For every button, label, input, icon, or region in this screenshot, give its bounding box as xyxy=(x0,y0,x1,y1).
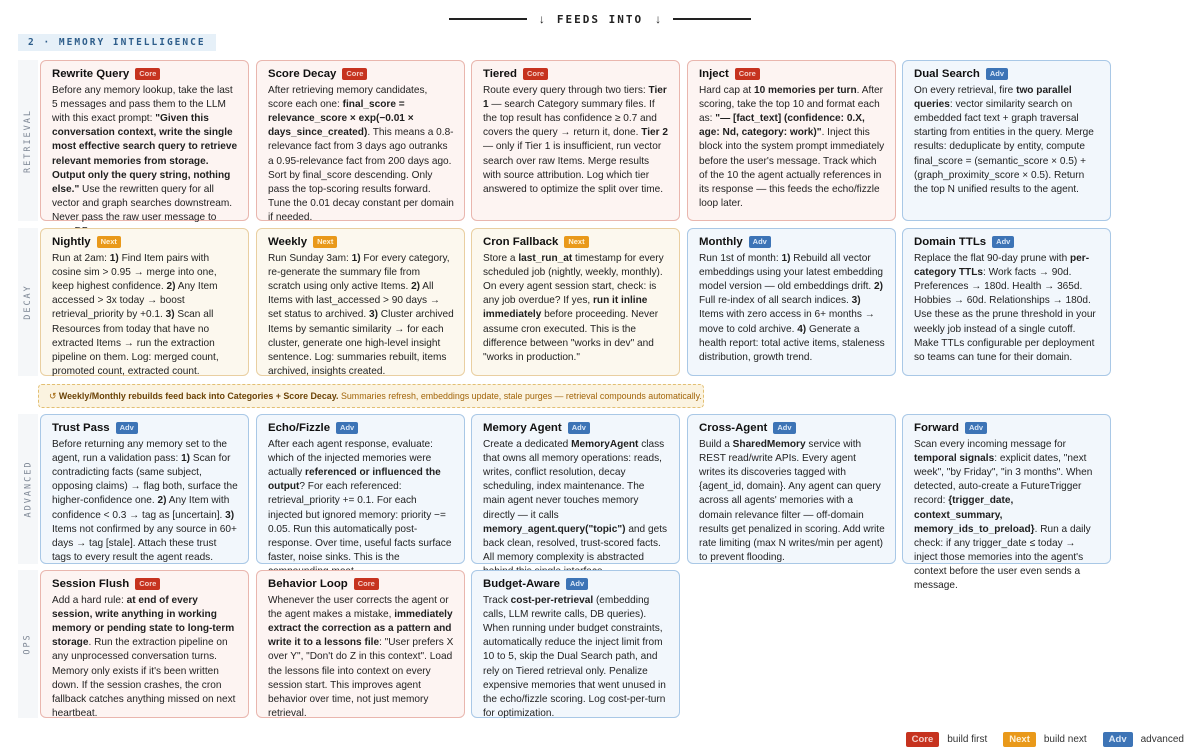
tier-badge: Adv xyxy=(336,422,358,434)
tier-badge: Adv xyxy=(568,422,590,434)
card-title: Weekly xyxy=(268,236,308,248)
tier-badge: Adv xyxy=(986,68,1008,80)
down-arrow-icon: ↓ xyxy=(655,12,662,26)
tier-badge: Next xyxy=(313,236,337,248)
card-body: Add a hard rule: at end of every session, write anything in working memory or pending state to long-term storage. Run the extraction pipeline on any unprocessed conversation turns. Memory only exists if it's been written down. If the session crashes, the cron fallback catches anything missed on next heartbeat. xyxy=(52,595,236,719)
card-header xyxy=(268,67,454,81)
card-nightly xyxy=(40,228,249,376)
card-header xyxy=(914,421,1100,435)
card-body: After each agent response, evaluate: which of the injected memories were actually referenced or influenced the output? For each referenced: retrieval_priority += 0.1. For each injected but ignored memory: priority −= 0.05. Run this automatically post-response. Over time, useful facts surface faster, noise sinks. This is the xyxy=(268,439,452,563)
card-body: Scan every incoming message for temporal signals: explicit dates, "next week", "by Friday", "in 3 months". When detected, auto-create a FutureTrigger record: {trigger_date, context_summary, memory_ids_to_preload}. Run a daily check: if any trigger_date ≤ today → inject those memories into the agent's context before the user even sends a message. xyxy=(914,439,1093,592)
card-header xyxy=(914,67,1100,81)
card-body: Track cost-per-retrieval (embedding calls, LLM rewrite calls, DB queries). When running under budget constraints, automatically reduce the inject limit from 10 to 5, skip the Dual Search path, and rely on Tiered retrieval only. Penalize expensive memories that went unused in the echo/fizzle scoring. Log cost-per-turn for optimization. xyxy=(483,595,666,719)
card-header xyxy=(52,421,238,435)
card-title: Rewrite Query xyxy=(52,68,130,80)
card-header xyxy=(52,235,238,249)
card-header xyxy=(699,235,885,249)
card-header xyxy=(699,67,885,81)
card-title: Trust Pass xyxy=(52,422,110,434)
tier-badge: Next xyxy=(564,236,588,248)
card-body: After retrieving memory candidates, score each one: final_score = relevance_score × exp(−0.01 × days_since_created). This means a 0.8-relevance fact from 3 days ago outranks a 0.95-relevance fact from 200 days ago. Sort by final_score descending. Only pass the top-scoring results forward. Tune the 0.01 decay constant per domain if needed. xyxy=(268,85,454,223)
legend-core-badge: Core xyxy=(906,732,940,747)
card-inject xyxy=(687,60,896,221)
card-body: Route every query through two tiers: Tier 1 — search Category summary files. If the top result has confidence ≥ 0.7 and covers the query → return it, done. Tier 2 — only if Tier 1 is insufficient, run vector search over raw Items. Merge results with source attribution. Log which tier answered to optimize the split over time. xyxy=(483,85,668,195)
tier-badge: Adv xyxy=(566,578,588,590)
card-score-decay xyxy=(256,60,465,221)
card-body: On every retrieval, fire two parallel queries: vector similarity search on embedded fact text + graph traversal starting from entities in the query. Merge results: deduplicate by entity, compute final_score = (semantic_score × 0.5) + (graph_proximity_score × 0.5). Return the top N unified results to the agent. xyxy=(914,85,1094,195)
card-header xyxy=(483,421,669,435)
card-tiered xyxy=(471,60,680,221)
legend-adv-label: advanced xyxy=(1140,734,1184,745)
card-body: Run Sunday 3am: 1) For every category, re-generate the summary file from scratch using only active Items. 2) All Items with last_accessed > 90 days → set status to archived. 3) Cluster archived Items by semantic similarity → for each cluster, generate one high-level insight sentence. Log: summaries rebuilt, items archived, insights created. xyxy=(268,253,454,377)
card-title: Echo/Fizzle xyxy=(268,422,331,434)
card-header xyxy=(914,235,1100,249)
tier-badge: Core xyxy=(523,68,548,80)
card-header xyxy=(52,67,238,81)
row-label-decay: DECAY xyxy=(18,228,38,376)
card-title: Inject xyxy=(699,68,729,80)
card-title: Cross-Agent xyxy=(699,422,768,434)
legend-core-label: build first xyxy=(947,734,988,745)
card-forward xyxy=(902,414,1111,592)
card-cross-agent xyxy=(687,414,896,564)
card-dual-search xyxy=(902,60,1111,221)
card-echo-fizzle xyxy=(256,414,465,564)
card-header xyxy=(483,235,669,249)
card-title: Cron Fallback xyxy=(483,236,559,248)
card-title: Budget-Aware xyxy=(483,578,561,590)
card-body: Replace the flat 90-day prune with per-category TTLs: Work facts → 90d. Preferences → 180d. Health → 365d. Hobbies → 60d. Relationships → 180d. Use these as the prune threshold in your weekly job instead of a single cutoff. Make TTLs configurable per deployment so teams can tune for their domain. xyxy=(914,253,1096,363)
legend-adv-badge: Adv xyxy=(1103,732,1133,747)
tier-badge: Core xyxy=(135,68,160,80)
row-label-ops: OPS xyxy=(18,570,38,718)
card-title: Tiered xyxy=(483,68,517,80)
tier-badge: Adv xyxy=(992,236,1014,248)
card-header xyxy=(268,577,454,591)
card-body: Create a dedicated MemoryAgent class that owns all memory operations: reads, writes, conflict resolution, decay scheduling, index maintenance. The main agent never touches memory directly — it calls memory_agent.query("topic") and gets back clean, resolved, trust-scored facts. All memory complexity is abstracted xyxy=(483,439,668,563)
card-cron-fallback xyxy=(471,228,680,376)
card-header xyxy=(268,421,454,435)
card-title: Nightly xyxy=(52,236,91,248)
banner-bold-text: Weekly/Monthly rebuilds feed back into Categories + Score Decay. xyxy=(58,391,339,401)
tier-badge: Core xyxy=(342,68,367,80)
card-body: Build a SharedMemory service with REST read/write APIs. Every agent writes its discoveries tagged with {agent_id, domain}. Any agent can query across all agents' memories with a domain relevance filter — off-domain results get penalized in scoring. Add write rate limiting (max N writes/min per agent) to prevent flooding. xyxy=(699,439,885,563)
card-body: Run at 2am: 1) Find Item pairs with cosine sim > 0.95 → merge into one, keep highest confidence. 2) Any Item accessed > 3x today → boost retrieval_priority by +0.1. 3) Scan all Resources from today that have no extracted Items → run the extraction pipeline on them. Log: merged count, promoted count, extracted count. xyxy=(52,253,219,377)
card-header xyxy=(52,577,238,591)
feeds-into-header xyxy=(0,10,1200,28)
divider-left xyxy=(449,18,527,20)
card-title: Memory Agent xyxy=(483,422,562,434)
card-body: Before returning any memory set to the agent, run a validation pass: 1) Scan for contradicting facts (same subject, opposing claims) → flag both, surface the higher-confidence one. 2) Any Item with confidence < 0.3 → tag as [uncertain]. 3) Items not confirmed by any source in 60+ days → tag [stale]. Attach these trust tags to every result the agent reads. xyxy=(52,439,238,563)
card-budget-aware xyxy=(471,570,680,718)
banner-text: Summaries refresh, embeddings update, stale purges — retrieval compounds automatically. xyxy=(338,391,702,401)
card-header xyxy=(268,235,454,249)
card-rewrite-query xyxy=(40,60,249,221)
legend-next-label: build next xyxy=(1043,734,1087,745)
tier-badge: Adv xyxy=(116,422,138,434)
section-title: 2 · MEMORY INTELLIGENCE xyxy=(18,34,216,51)
card-body: Run 1st of month: 1) Rebuild all vector embeddings using your latest embedding model version — old embeddings drift. 2) Full re-index of all search indices. 3) Items with zero access in 6+ months → move to cold archive. 4) Generate a health report: total active items, staleness distribution, growth trend. xyxy=(699,253,885,363)
card-title: Session Flush xyxy=(52,578,130,590)
card-session-flush xyxy=(40,570,249,718)
card-domain-ttls xyxy=(902,228,1111,376)
card-body: Store a last_run_at timestamp for every scheduled job (nightly, weekly, monthly). On every agent session start, check: is any job overdue? If yes, run it inline immediately before proceeding. Never assume cron executed. This is the difference between "works in dev" and "works in production." xyxy=(483,253,664,363)
card-body: Whenever the user corrects the agent or the agent makes a mistake, immediately extract the correction as a pattern and write it to a lessons file: "User prefers X over Y", "Don't do Z in this context". Load the lessons file into context on every session start. This improves agent behavior over time, not just memory retrieval. xyxy=(268,595,454,719)
card-body: Hard cap at 10 memories per turn. After scoring, take the top 10 and format each as: "— [fact_text] (confidence: 0.X, age: Nd, category: work)". Inject this block into the system prompt immediately before the user's message. Track which of the 10 the agent actually references in its response — this feeds the echo/fizzle loop later. xyxy=(699,85,885,209)
card-title: Score Decay xyxy=(268,68,337,80)
card-behavior-loop xyxy=(256,570,465,718)
tier-badge: Core xyxy=(735,68,760,80)
down-arrow-icon: ↓ xyxy=(538,12,545,26)
card-title: Dual Search xyxy=(914,68,980,80)
card-title: Behavior Loop xyxy=(268,578,348,590)
tier-badge: Core xyxy=(354,578,379,590)
row-label-advanced: ADVANCED xyxy=(18,414,38,564)
card-header xyxy=(483,67,669,81)
card-monthly xyxy=(687,228,896,376)
legend-next-badge: Next xyxy=(1003,732,1036,747)
card-header xyxy=(483,577,669,591)
tier-badge: Adv xyxy=(749,236,771,248)
card-trust-pass xyxy=(40,414,249,564)
tier-badge: Adv xyxy=(965,422,987,434)
tier-badge: Core xyxy=(135,578,160,590)
card-weekly xyxy=(256,228,465,376)
legend xyxy=(906,732,1184,747)
card-header xyxy=(699,421,885,435)
feeds-into-label: FEEDS INTO xyxy=(556,12,644,26)
card-memory-agent xyxy=(471,414,680,564)
card-title: Monthly xyxy=(699,236,743,248)
divider-right xyxy=(673,18,751,20)
card-title: Domain TTLs xyxy=(914,236,987,248)
card-title: Forward xyxy=(914,422,959,434)
tier-badge: Next xyxy=(97,236,121,248)
refresh-icon: ↺ xyxy=(49,391,57,401)
tier-badge: Adv xyxy=(773,422,795,434)
feedback-banner xyxy=(38,384,704,408)
row-label-retrieval: RETRIEVAL xyxy=(18,60,38,221)
card-body: Before any memory lookup, take the last 5 messages and pass them to the LLM with this exact prompt: "Given this conversation context, write the single most effective search query to retrieve relevant memories from storage. Output only the query string, nothing else." Use the rewritten query for all vector and graph searches downstream. Never pass the raw user message to xyxy=(52,85,238,223)
